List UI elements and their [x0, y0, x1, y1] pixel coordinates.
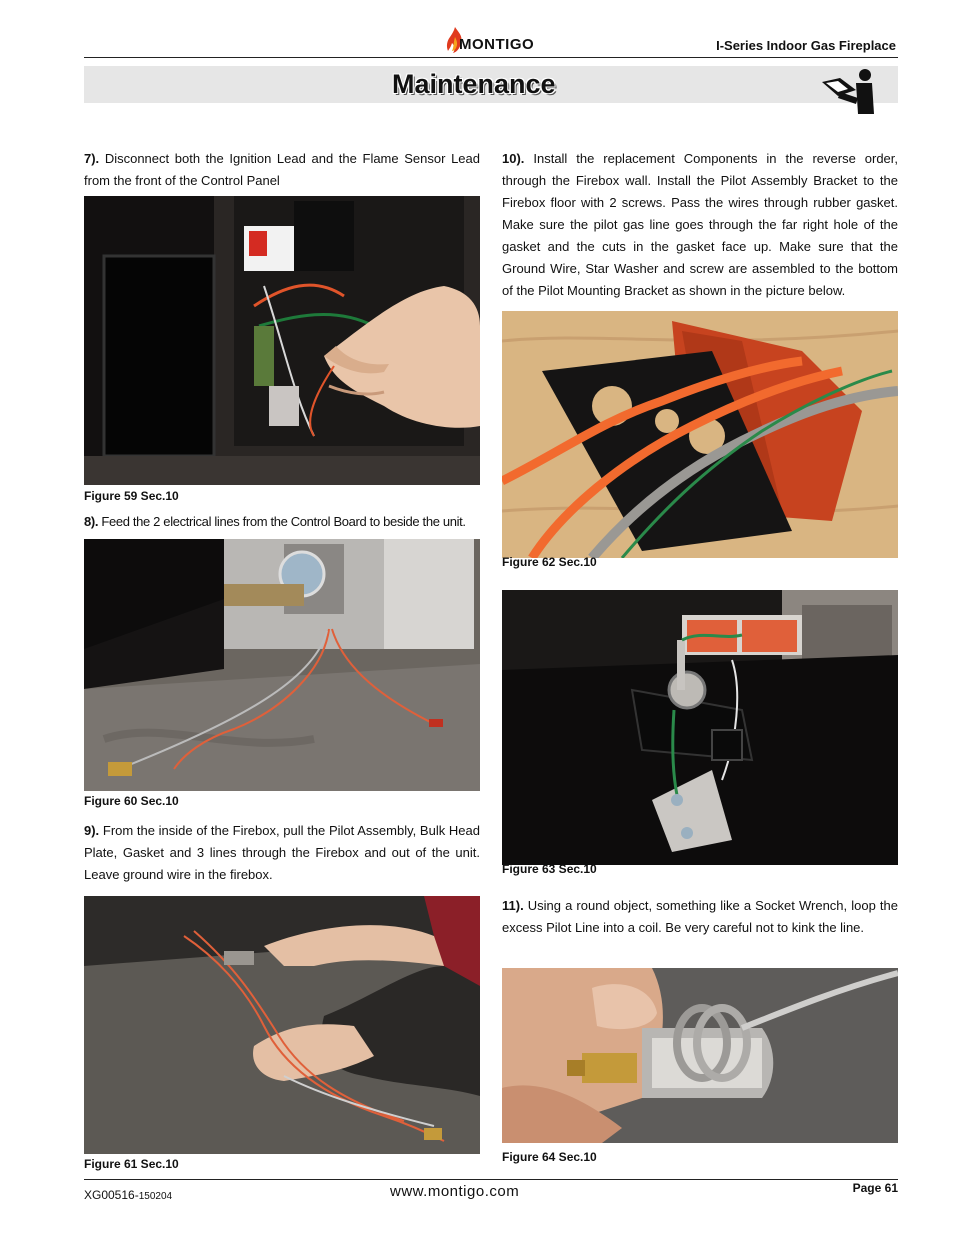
step-10 [502, 148, 898, 302]
step-number: 9). [84, 823, 100, 838]
step-number: 10). [502, 151, 525, 166]
step-number: 8). [84, 514, 99, 529]
reader-manual-icon [818, 68, 878, 114]
figure-63-photo [502, 590, 898, 865]
figure-64-photo [502, 968, 898, 1143]
section-title: Maintenance [392, 69, 556, 99]
section-banner [84, 66, 898, 103]
document-code-main: XG00516- [84, 1188, 139, 1202]
figure-62-caption: Figure 62 Sec.10 [502, 555, 597, 569]
step-11 [502, 895, 898, 939]
figure-62-photo [502, 311, 898, 558]
step-text: Install the replacement Components in the reverse order, through the Firebox wall. Install the Pilot Assembly Bracket to the Firebox floor with 2 screws. Pass the wires through rubber gasket. Make sure the pilot gas line goes through the far right hole of the gasket and the cuts in the gasket face up. Make sure that the Ground Wire, Star Washer and screw are assembled to the bottom of the Pilot Mounting Bracket as shown in the picture below. [502, 151, 898, 298]
figure-61-caption: Figure 61 Sec.10 [84, 1157, 179, 1171]
figure-60-photo [84, 539, 480, 791]
document-code [84, 1188, 172, 1202]
step-text: Feed the 2 electrical lines from the Control Board to beside the unit. [101, 514, 466, 529]
figure-61-photo [84, 896, 480, 1154]
step-text: From the inside of the Firebox, pull the Pilot Assembly, Bulk Head Plate, Gasket and 3 lines through the Firebox and out of the unit. Leave ground wire in the firebox. [84, 823, 480, 882]
footer-rule [84, 1179, 898, 1180]
step-text: Using a round object, something like a Socket Wrench, loop the excess Pilot Line into a coil. Be very careful not to kink the line. [502, 898, 898, 935]
figure-59-photo [84, 196, 480, 485]
step-9 [84, 820, 480, 886]
website-url: www.montigo.com [390, 1183, 520, 1200]
figure-63-caption: Figure 63 Sec.10 [502, 862, 597, 876]
figure-59-caption: Figure 59 Sec.10 [84, 489, 179, 503]
figure-60-caption: Figure 60 Sec.10 [84, 794, 179, 808]
header-rule [84, 57, 898, 58]
step-number: 11). [502, 898, 524, 913]
product-title: I-Series Indoor Gas Fireplace [716, 38, 896, 53]
figure-64-caption: Figure 64 Sec.10 [502, 1150, 597, 1164]
brand-logo [445, 26, 540, 56]
step-text: Disconnect both the Ignition Lead and the Flame Sensor Lead from the front of the Control Panel [84, 151, 480, 188]
document-code-date: 150204 [138, 1191, 173, 1202]
brand-name: MONTIGO [459, 36, 535, 53]
step-7 [84, 148, 480, 192]
step-8 [84, 511, 480, 533]
page-number: Page 61 [852, 1181, 898, 1195]
step-number: 7). [84, 151, 100, 166]
